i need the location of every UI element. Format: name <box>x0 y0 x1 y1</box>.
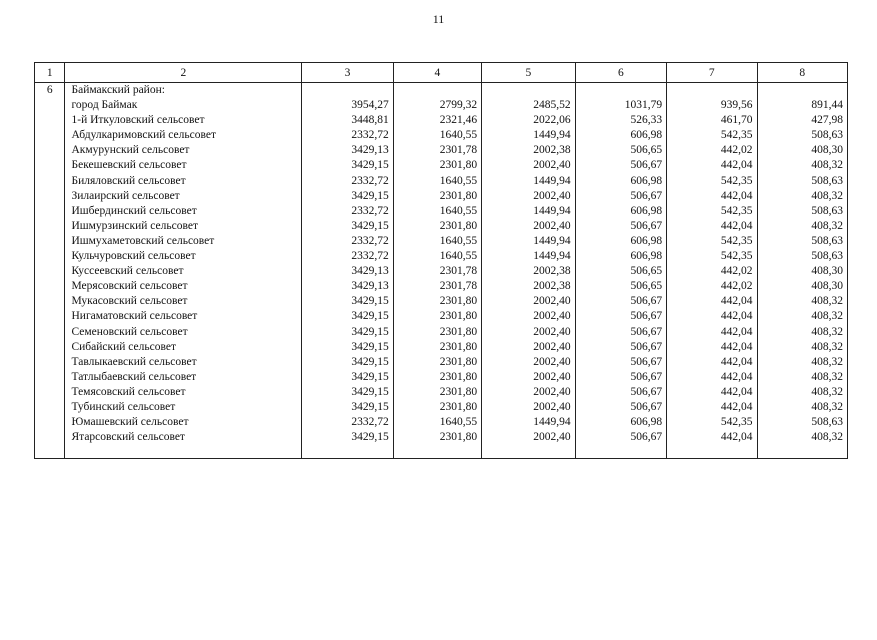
column-header: 1 <box>35 63 65 83</box>
row-number-cell <box>35 83 65 459</box>
value-c8: 508,63 <box>811 174 843 187</box>
value-c3: 3954,27 <box>351 99 389 112</box>
value-c7: 442,04 <box>720 385 753 398</box>
value-c4: 2301,80 <box>439 400 478 413</box>
value-c6: 506,67 <box>630 295 663 308</box>
settlement-name-cell <box>65 83 302 459</box>
value-c6: 506,67 <box>630 370 663 383</box>
value-c6: 506,67 <box>630 355 663 368</box>
value-c4: 1640,55 <box>439 174 478 187</box>
value-c8: 427,98 <box>811 114 843 127</box>
column-header: 3 <box>302 63 393 83</box>
value-c6: 506,65 <box>630 280 663 293</box>
value-c3: 3429,15 <box>351 219 389 232</box>
value-c7: 442,04 <box>720 189 753 202</box>
value-c3: 2332,72 <box>351 129 389 142</box>
value-c6: 506,67 <box>630 310 663 323</box>
value-c3: 2332,72 <box>351 204 389 217</box>
value-c3: 3429,15 <box>351 385 389 398</box>
value-c4: 1640,55 <box>439 129 478 142</box>
value-c6: 506,67 <box>630 431 663 444</box>
value-c8: 891,44 <box>811 99 843 112</box>
value-c7: 442,04 <box>720 431 753 444</box>
value-c7: 442,04 <box>720 295 753 308</box>
settlement-name: Юмашевский сельсовет <box>71 416 189 429</box>
value-c8: 408,30 <box>811 280 843 293</box>
value-c5: 2002,40 <box>533 295 571 308</box>
value-c7: 442,04 <box>720 400 753 413</box>
column-6-cell <box>575 83 666 459</box>
value-c4: 1640,55 <box>439 416 478 429</box>
value-c6: 606,98 <box>630 204 663 217</box>
value-c5: 1449,94 <box>533 204 571 217</box>
value-c3: 3429,13 <box>351 265 389 278</box>
value-c3: 3429,15 <box>351 400 389 413</box>
settlement-name: Нигаматовский сельсовет <box>71 310 198 323</box>
table-row <box>35 83 848 459</box>
value-c6: 606,98 <box>630 129 663 142</box>
value-c5: 2002,40 <box>533 159 571 172</box>
value-c5: 2002,40 <box>533 355 571 368</box>
value-c6: 506,65 <box>630 144 663 157</box>
value-c3: 3429,15 <box>351 325 389 338</box>
value-c4: 2301,80 <box>439 385 478 398</box>
settlement-name: Ишмурзинский сельсовет <box>71 219 198 232</box>
value-c8: 408,32 <box>811 159 843 172</box>
value-c3: 3429,15 <box>351 310 389 323</box>
column-header: 4 <box>393 63 481 83</box>
value-c4: 2301,80 <box>439 310 478 323</box>
value-c8: 408,32 <box>811 219 843 232</box>
value-c7: 442,04 <box>720 340 753 353</box>
value-c7: 442,02 <box>720 280 753 293</box>
settlement-name: Ишбердинский сельсовет <box>71 204 197 217</box>
value-c8: 508,63 <box>811 129 843 142</box>
value-c5: 2485,52 <box>533 99 571 112</box>
value-c4: 1640,55 <box>439 234 478 247</box>
value-c5: 2002,40 <box>533 189 571 202</box>
value-c3: 2332,72 <box>351 250 389 263</box>
value-c6: 506,67 <box>630 159 663 172</box>
value-c5: 2002,40 <box>533 310 571 323</box>
value-c6: 606,98 <box>630 174 663 187</box>
settlement-name: Зилаирский сельсовет <box>71 189 180 202</box>
column-5-cell <box>482 83 575 459</box>
column-header: 2 <box>65 63 302 83</box>
column-header: 8 <box>757 63 848 83</box>
value-c5: 2002,40 <box>533 431 571 444</box>
value-c8: 408,32 <box>811 340 843 353</box>
settlement-name: Ишмухаметовский сельсовет <box>71 234 215 247</box>
value-c6: 526,33 <box>630 114 663 127</box>
value-c3: 3429,15 <box>351 431 389 444</box>
value-c7: 542,35 <box>720 129 753 142</box>
value-c4: 2301,80 <box>439 219 478 232</box>
value-c3: 3429,15 <box>351 370 389 383</box>
settlement-name: Акмурунский сельсовет <box>71 144 190 157</box>
value-c3: 3429,15 <box>351 295 389 308</box>
value-c6: 506,67 <box>630 325 663 338</box>
value-c8: 408,32 <box>811 189 843 202</box>
value-c4: 2301,80 <box>439 189 478 202</box>
settlement-name: Сибайский сельсовет <box>71 340 176 353</box>
column-4-cell <box>393 83 481 459</box>
value-c3: 3429,15 <box>351 355 389 368</box>
value-c8: 408,32 <box>811 295 843 308</box>
value-c7: 442,04 <box>720 159 753 172</box>
value-c3: 2332,72 <box>351 234 389 247</box>
value-c7: 542,35 <box>720 250 753 263</box>
value-c6: 506,67 <box>630 340 663 353</box>
value-c5: 1449,94 <box>533 129 571 142</box>
value-c3: 3429,15 <box>351 159 389 172</box>
value-c8: 408,32 <box>811 400 843 413</box>
value-c4: 2799,32 <box>439 99 478 112</box>
value-c8: 408,32 <box>811 355 843 368</box>
value-c6: 506,67 <box>630 189 663 202</box>
settlement-name: Татлыбаевский сельсовет <box>71 370 197 383</box>
value-c8: 508,63 <box>811 416 843 429</box>
value-c5: 1449,94 <box>533 250 571 263</box>
column-header: 5 <box>482 63 575 83</box>
value-c4: 2301,80 <box>439 340 478 353</box>
value-c5: 2002,40 <box>533 370 571 383</box>
value-c7: 542,35 <box>720 204 753 217</box>
value-c4: 2321,46 <box>439 114 478 127</box>
value-c4: 2301,78 <box>439 280 478 293</box>
value-c5: 2002,38 <box>533 144 571 157</box>
value-c8: 508,63 <box>811 234 843 247</box>
value-c6: 506,67 <box>630 385 663 398</box>
value-c8: 408,32 <box>811 325 843 338</box>
value-c5: 1449,94 <box>533 174 571 187</box>
value-c6: 506,67 <box>630 219 663 232</box>
tariff-table <box>34 62 848 459</box>
value-c5: 2002,40 <box>533 219 571 232</box>
column-7-cell <box>667 83 757 459</box>
value-c4: 2301,78 <box>439 265 478 278</box>
settlement-name: Кульчуровский сельсовет <box>71 250 196 263</box>
settlement-name: Темясовский сельсовет <box>71 385 186 398</box>
settlement-name: Семеновский сельсовет <box>71 325 188 338</box>
value-c5: 2002,38 <box>533 265 571 278</box>
district-name: Баймакский район: <box>71 84 165 96</box>
value-c4: 1640,55 <box>439 250 478 263</box>
value-c6: 606,98 <box>630 250 663 263</box>
value-c7: 442,04 <box>720 219 753 232</box>
value-c4: 2301,80 <box>439 431 478 444</box>
value-c6: 1031,79 <box>624 99 663 112</box>
settlement-name: Мукасовский сельсовет <box>71 295 188 308</box>
value-c4: 2301,80 <box>439 355 478 368</box>
value-c7: 442,04 <box>720 325 753 338</box>
value-c7: 442,02 <box>720 144 753 157</box>
value-c5: 2002,40 <box>533 340 571 353</box>
value-c6: 506,67 <box>630 400 663 413</box>
value-c3: 2332,72 <box>351 416 389 429</box>
value-c3: 2332,72 <box>351 174 389 187</box>
value-c5: 2022,06 <box>533 114 571 127</box>
value-c4: 2301,80 <box>439 295 478 308</box>
value-c5: 2002,38 <box>533 280 571 293</box>
value-c7: 542,35 <box>720 416 753 429</box>
value-c5: 1449,94 <box>533 234 571 247</box>
value-c5: 2002,40 <box>533 385 571 398</box>
settlement-name: Тубинский сельсовет <box>71 400 176 413</box>
value-c8: 408,32 <box>811 431 843 444</box>
column-8-cell <box>757 83 848 459</box>
value-c8: 408,30 <box>811 265 843 278</box>
value-c6: 506,65 <box>630 265 663 278</box>
value-c6: 606,98 <box>630 234 663 247</box>
value-c4: 2301,80 <box>439 159 478 172</box>
value-c7: 442,04 <box>720 370 753 383</box>
value-c4: 1640,55 <box>439 204 478 217</box>
settlement-name: город Баймак <box>71 99 138 112</box>
settlement-name: Мерясовский сельсовет <box>71 280 188 293</box>
settlement-name: Ятарсовский сельсовет <box>71 431 185 444</box>
value-c7: 442,02 <box>720 265 753 278</box>
value-c6: 606,98 <box>630 416 663 429</box>
value-c3: 3429,13 <box>351 280 389 293</box>
value-c8: 408,32 <box>811 370 843 383</box>
column-number-row <box>35 63 848 83</box>
value-c5: 1449,94 <box>533 416 571 429</box>
row-number: 6 <box>46 84 53 96</box>
value-c7: 461,70 <box>720 114 753 127</box>
column-header: 7 <box>667 63 757 83</box>
column-header: 6 <box>575 63 666 83</box>
value-c5: 2002,40 <box>533 400 571 413</box>
value-c3: 3429,15 <box>351 189 389 202</box>
settlement-name: Тавлыкаевский сельсовет <box>71 355 197 368</box>
value-c3: 3429,13 <box>351 144 389 157</box>
settlement-name: Абдулкаримовский сельсовет <box>71 129 216 142</box>
column-3-cell <box>302 83 393 459</box>
value-c7: 442,04 <box>720 355 753 368</box>
settlement-name: Куссеевский сельсовет <box>71 265 184 278</box>
value-c8: 408,30 <box>811 144 843 157</box>
page-number: 11 <box>432 12 445 26</box>
value-c3: 3429,15 <box>351 340 389 353</box>
value-c8: 508,63 <box>811 250 843 263</box>
settlement-name: Биляловский сельсовет <box>71 174 186 187</box>
value-c7: 939,56 <box>720 99 753 112</box>
settlement-name: 1-й Иткуловский сельсовет <box>71 114 205 127</box>
value-c4: 2301,78 <box>439 144 478 157</box>
value-c7: 442,04 <box>720 310 753 323</box>
value-c3: 3448,81 <box>351 114 389 127</box>
value-c4: 2301,80 <box>439 370 478 383</box>
value-c8: 508,63 <box>811 204 843 217</box>
value-c7: 542,35 <box>720 174 753 187</box>
settlement-name: Бекешевский сельсовет <box>71 159 187 172</box>
value-c8: 408,32 <box>811 385 843 398</box>
value-c4: 2301,80 <box>439 325 478 338</box>
value-c7: 542,35 <box>720 234 753 247</box>
value-c5: 2002,40 <box>533 325 571 338</box>
value-c8: 408,32 <box>811 310 843 323</box>
